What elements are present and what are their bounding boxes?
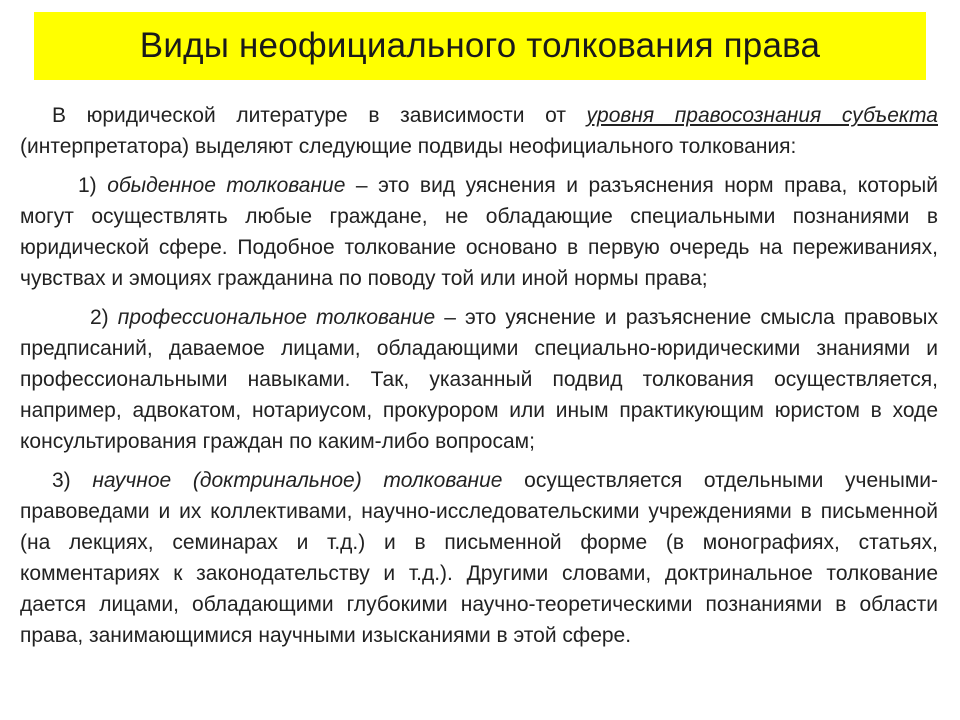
item-text: – это вид уяснения и разъяснения норм права, который могут осуществлять любые граждане, не обладающие специальными познаниями в юридической сфере. Подобное толкование основано в первую очередь на переживаниях, чувствах и эмоциях гражданина по поводу той или иной нормы права; bbox=[20, 174, 938, 290]
item-number: 1) bbox=[78, 174, 108, 197]
item-term: профессиональное толкование bbox=[117, 306, 436, 329]
intro-text-after: (интерпретатора) выделяют следующие подвиды неофициального толкования: bbox=[20, 135, 797, 158]
item-term: научное (доктринальное) толкование bbox=[92, 469, 503, 492]
intro-emphasis: уровня правосознания субъекта bbox=[586, 104, 938, 127]
list-item bbox=[20, 465, 938, 651]
list-item bbox=[20, 170, 938, 294]
item-term: обыденное толкование bbox=[107, 174, 346, 197]
intro-paragraph bbox=[20, 100, 938, 162]
title-banner bbox=[34, 12, 926, 80]
slide-body bbox=[20, 100, 938, 659]
item-number: 3) bbox=[52, 469, 93, 492]
list-item bbox=[20, 302, 938, 457]
slide-title: Виды неофициального толкования права bbox=[139, 26, 821, 65]
item-text: осуществляется отдельными учеными-правоведами и их коллективами, научно-исследовательскими учреждениями в письменной (на лекциях, семинарах и т.д.) и в письменной форме (в монографиях, статьях, комментариях к законодательству и т.д.). Другими словами, доктринальное толкование дается лицами, обладающими глубокими научно-теоретическими познаниями в области права, занимающимися научными изысканиями в этой сфере. bbox=[20, 469, 938, 647]
item-text: – это уяснение и разъяснение смысла правовых предписаний, даваемое лицами, обладающими специально-юридическими знаниями и профессиональными навыками. Так, указанный подвид толкования осуществляется, например, адвокатом, нотариусом, прокурором или иным практикующим юристом в ходе консультирования граждан по каким-либо вопросам; bbox=[20, 306, 938, 453]
intro-text-before: В юридической литературе в зависимости от bbox=[52, 104, 587, 127]
item-number: 2) bbox=[90, 306, 118, 329]
